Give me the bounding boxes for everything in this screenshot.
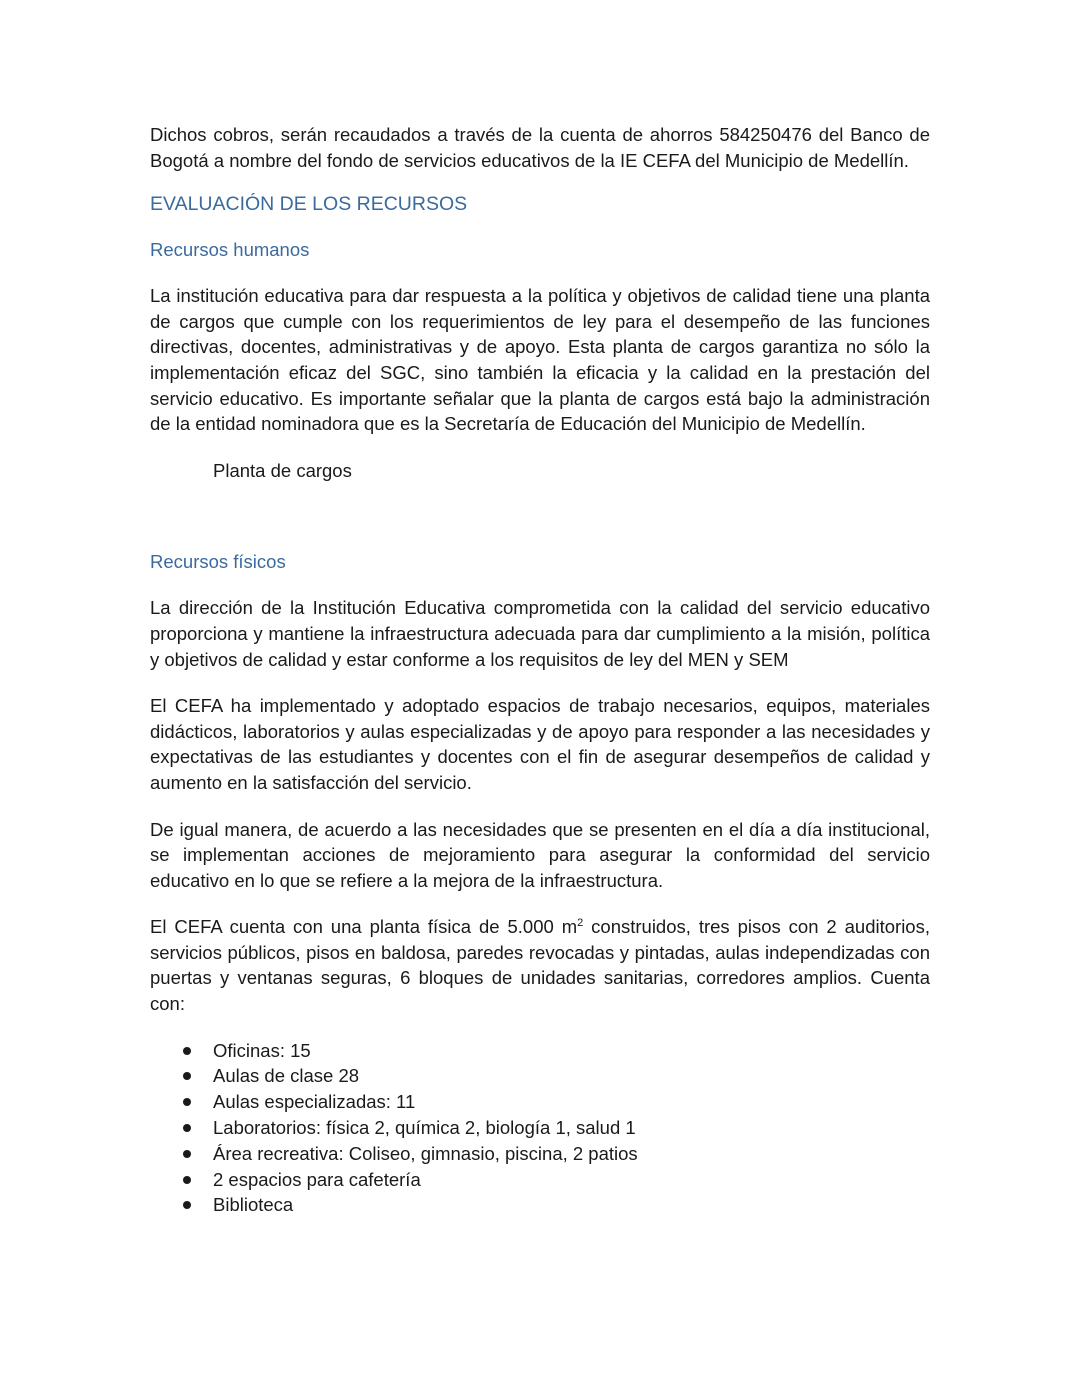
bullet-icon — [183, 1047, 191, 1055]
physical-resources-heading: Recursos físicos — [150, 551, 286, 573]
physical-resources-paragraph-1: La dirección de la Institución Educativa comprometida con la calidad del servicio educativo proporciona y mantiene la infraestructura adecuada para dar cumplimiento a la misión, política y objetivos de calidad y estar conforme a los requisitos de ley del MEN y SEM — [150, 597, 930, 670]
intro-paragraph: Dichos cobros, serán recaudados a través de la cuenta de ahorros 584250476 del Banco de Bogotá a nombre del fondo de servicios educativos de la IE CEFA del Municipio de Medellín. — [150, 124, 930, 171]
list-item: Laboratorios: física 2, química 2, biología 1, salud 1 — [150, 1115, 930, 1141]
list-item: Área recreativa: Coliseo, gimnasio, piscina, 2 patios — [150, 1141, 930, 1167]
paragraph-4-start: El CEFA cuenta con una planta física de 5.000 m — [150, 916, 578, 938]
physical-resources-paragraph-2: El CEFA ha implementado y adoptado espacios de trabajo necesarios, equipos, materiales didácticos, laboratorios y aulas especializadas y de apoyo para responder a las necesidades y expectativas de las estudiantes y docentes con el fin de asegurar desempeños de calidad y aumento en la satisfacción del servicio. — [150, 695, 930, 793]
human-resources-heading: Recursos humanos — [150, 239, 310, 261]
bullet-icon — [183, 1201, 191, 1209]
superscript-two: 2 — [577, 917, 584, 930]
physical-resources-paragraph-3: De igual manera, de acuerdo a las necesidades que se presenten en el día a día institucional, se implementan acciones de mejoramiento para asegurar la conformidad del servicio educativo en lo que se refiere a la mejora de la infraestructura. — [150, 818, 930, 891]
list-item: Oficinas: 15 — [150, 1038, 930, 1064]
bullet-icon — [183, 1072, 191, 1080]
human-resources-paragraph: La institución educativa para dar respuesta a la política y objetivos de calidad tiene una planta de cargos que cumple con los requerimientos de ley para el desempeño de las funciones directivas, docentes, administrativas y de apoyo. Esta planta de cargos garantiza no sólo la implementación eficaz del SGC, sino también la eficacia y la calidad en la prestación del servicio educativo. Es importante señalar que la planta de cargos está bajo la administración de la entidad nominadora que es la Secretaría de Educación del Municipio de Medellín. — [150, 285, 930, 435]
staff-plan-label: Planta de cargos — [213, 459, 352, 481]
paragraph-4-end: construidos, tres pisos con 2 auditorios, servicios públicos, pisos en baldosa, paredes revocadas y pintadas, aulas independizadas con puertas y ventanas seguras, 6 bloques de unidades sanitarias, corredores amplios. Cuenta con: — [150, 916, 930, 1015]
list-item: Aulas especializadas: 11 — [150, 1089, 930, 1115]
list-item: Biblioteca — [150, 1192, 930, 1218]
bullet-icon — [183, 1098, 191, 1106]
bullet-icon — [183, 1176, 191, 1184]
list-item: 2 espacios para cafetería — [150, 1167, 930, 1193]
bullet-icon — [183, 1150, 191, 1158]
list-item: Aulas de clase 28 — [150, 1063, 930, 1089]
section-heading: EVALUACIÓN DE LOS RECURSOS — [150, 193, 468, 216]
bullet-icon — [183, 1124, 191, 1132]
document-page — [150, 122, 930, 1218]
facilities-list — [150, 1038, 930, 1219]
physical-resources-paragraph-4 — [150, 914, 930, 1016]
